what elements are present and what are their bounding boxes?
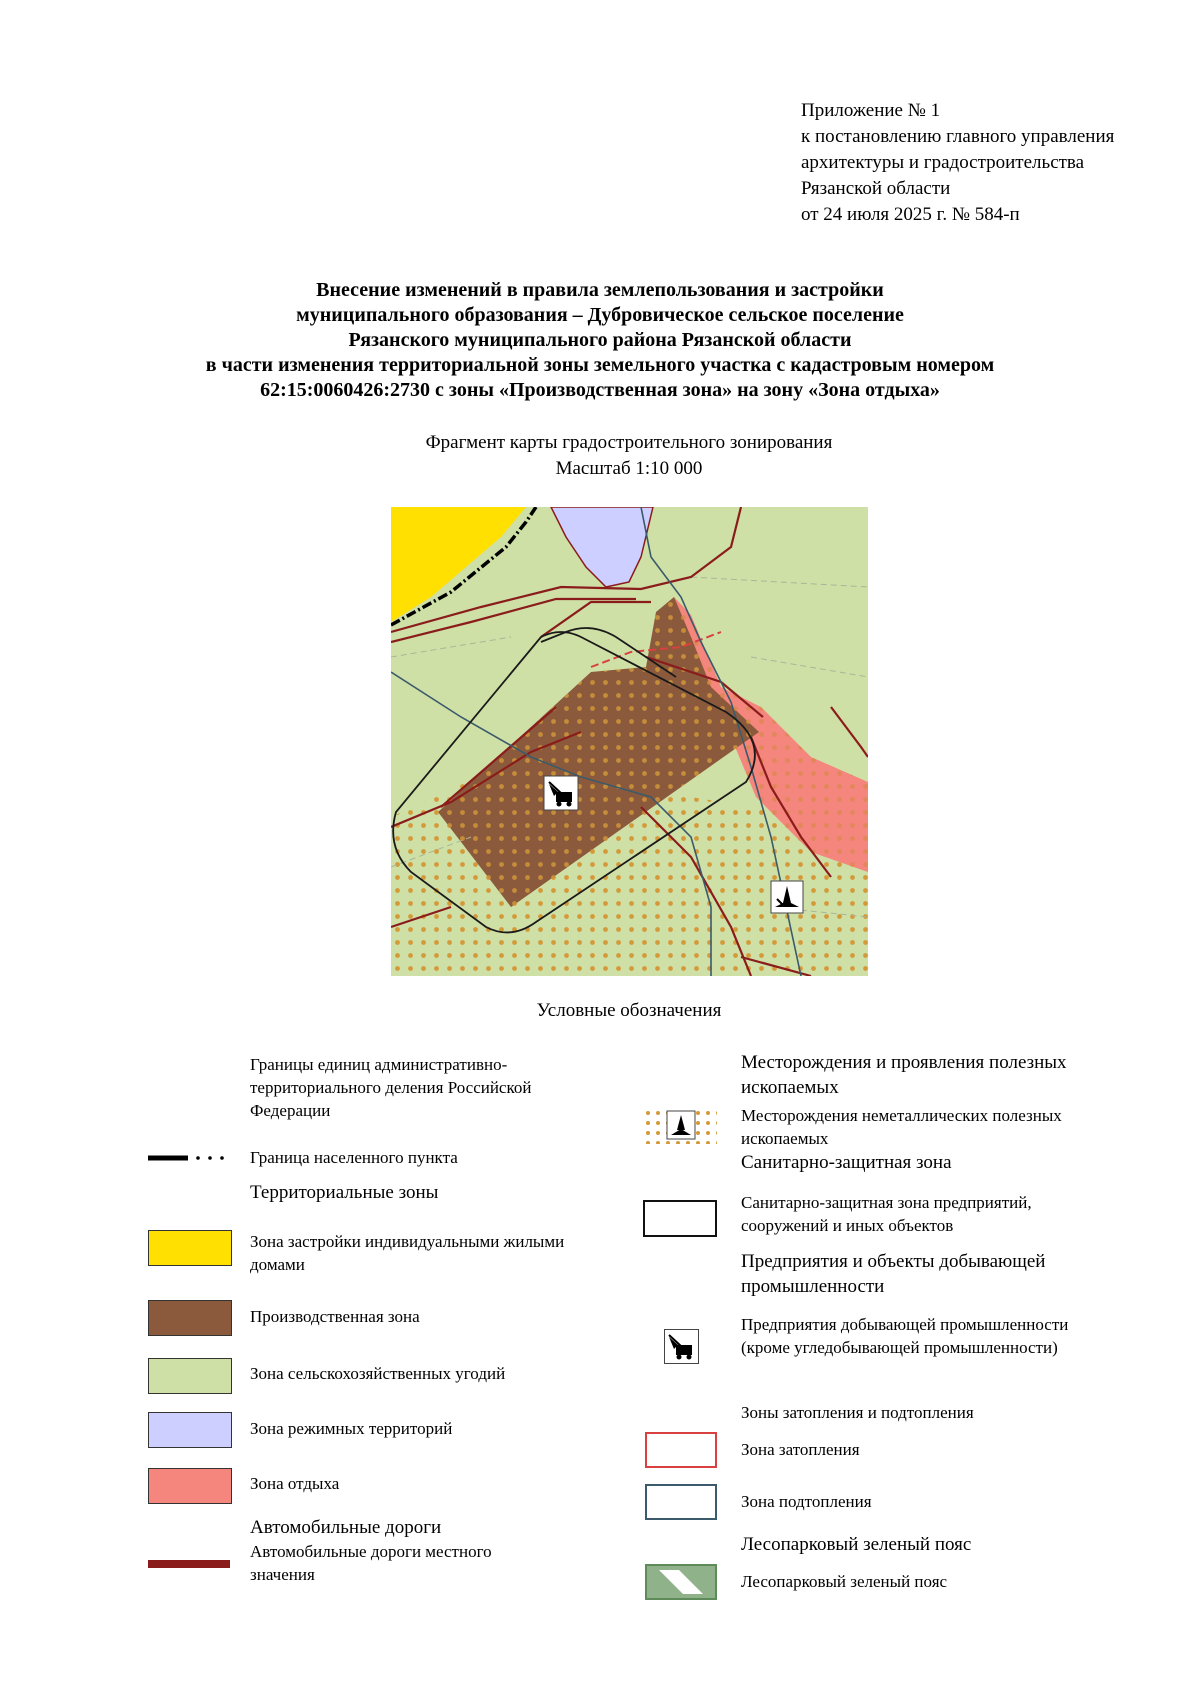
- legend-zone-agri: Зона сельскохозяйственных угодий: [250, 1364, 506, 1383]
- legend-admin-boundaries: Границы единиц административно-территориального деления Российской Федерации: [250, 1055, 532, 1120]
- mining-enterprise-icon: [544, 776, 578, 810]
- legend-forest-belt: Лесопарковый зеленый пояс: [741, 1572, 948, 1591]
- legend-flood-header: Зоны затопления и подтопления: [741, 1403, 974, 1422]
- appendix-block: [801, 98, 1114, 228]
- legend-forest-header: Лесопарковый зеленый пояс: [741, 1534, 972, 1555]
- zoning-map: [391, 507, 868, 976]
- map-caption-title: Фрагмент карты градостроительного зонирования: [425, 432, 833, 453]
- map-scale: Масштаб 1:10 000: [555, 458, 703, 479]
- legend-roads-header: Автомобильные дороги: [250, 1517, 442, 1538]
- swatch-recreation-zone: [148, 1468, 232, 1504]
- legend-settlement-boundary: Граница населенного пункта: [250, 1148, 458, 1167]
- legend-zone-production: Производственная зона: [250, 1307, 420, 1326]
- legend-mining-header: Предприятия и объекты добывающей промышленности: [741, 1251, 1046, 1297]
- document-title: [0, 278, 1200, 403]
- legend-sanitary-zone: Санитарно-защитная зона предприятий, сооружений и иных объектов: [741, 1193, 1032, 1235]
- legend-zone-regime: Зона режимных территорий: [250, 1419, 453, 1438]
- swatch-forest-belt: [645, 1564, 717, 1600]
- swatch-individual-housing: [148, 1230, 232, 1266]
- legend-deposits-nonmetal: Месторождения неметаллических полезных ископаемых: [741, 1106, 1062, 1148]
- map-caption: [0, 430, 1200, 482]
- legend-flood-zone: Зона затопления: [741, 1440, 860, 1459]
- legend-zones-header: Территориальные зоны: [250, 1182, 439, 1203]
- title-line: 62:15:0060426:2730 с зоны «Производственная зона» на зону «Зона отдыха»: [260, 379, 940, 401]
- legend-zone-recreation: Зона отдыха: [250, 1474, 340, 1493]
- title-line: в части изменения территориальной зоны земельного участка с кадастровым номером: [205, 354, 995, 376]
- appendix-line: Рязанской области: [801, 178, 951, 199]
- legend-deposits-header: Месторождения и проявления полезных ископаемых: [741, 1052, 1067, 1098]
- swatch-deposits: [643, 1108, 717, 1144]
- legend-waterlog-zone: Зона подтопления: [741, 1492, 872, 1511]
- swatch-waterlog-zone: [645, 1484, 717, 1520]
- title-line: Рязанского муниципального района Рязанской области: [348, 329, 852, 351]
- appendix-line: архитектуры и градостроительства: [801, 152, 1085, 173]
- title-line: Внесение изменений в правила землепользования и застройки: [316, 279, 884, 301]
- swatch-production-zone: [148, 1300, 232, 1336]
- appendix-line: от 24 июля 2025 г. № 584-п: [801, 204, 1020, 225]
- swatch-mining-icon: [664, 1329, 699, 1364]
- legend-title: Условные обозначения: [536, 1000, 722, 1021]
- swatch-local-road: [148, 1560, 230, 1568]
- appendix-line: к постановлению главного управления: [801, 126, 1115, 147]
- deposit-icon: [771, 881, 803, 913]
- swatch-sanitary-zone: [643, 1200, 717, 1237]
- legend-mining-enterprises: Предприятия добывающей промышленности (кроме угледобывающей промышленности): [741, 1315, 1069, 1357]
- appendix-line: Приложение № 1: [801, 100, 941, 121]
- title-line: муниципального образования – Дубровическое сельское поселение: [296, 304, 904, 326]
- swatch-agri-zone: [148, 1358, 232, 1394]
- settlement-boundary-swatch: [148, 1153, 230, 1163]
- legend-sanitary-header: Санитарно-защитная зона: [741, 1152, 952, 1173]
- swatch-regime-zone: [148, 1412, 232, 1448]
- swatch-flood-zone: [645, 1432, 717, 1468]
- legend-roads-local: Автомобильные дороги местного значения: [250, 1542, 492, 1584]
- legend-zone-individual: Зона застройки индивидуальными жилыми домами: [250, 1232, 565, 1274]
